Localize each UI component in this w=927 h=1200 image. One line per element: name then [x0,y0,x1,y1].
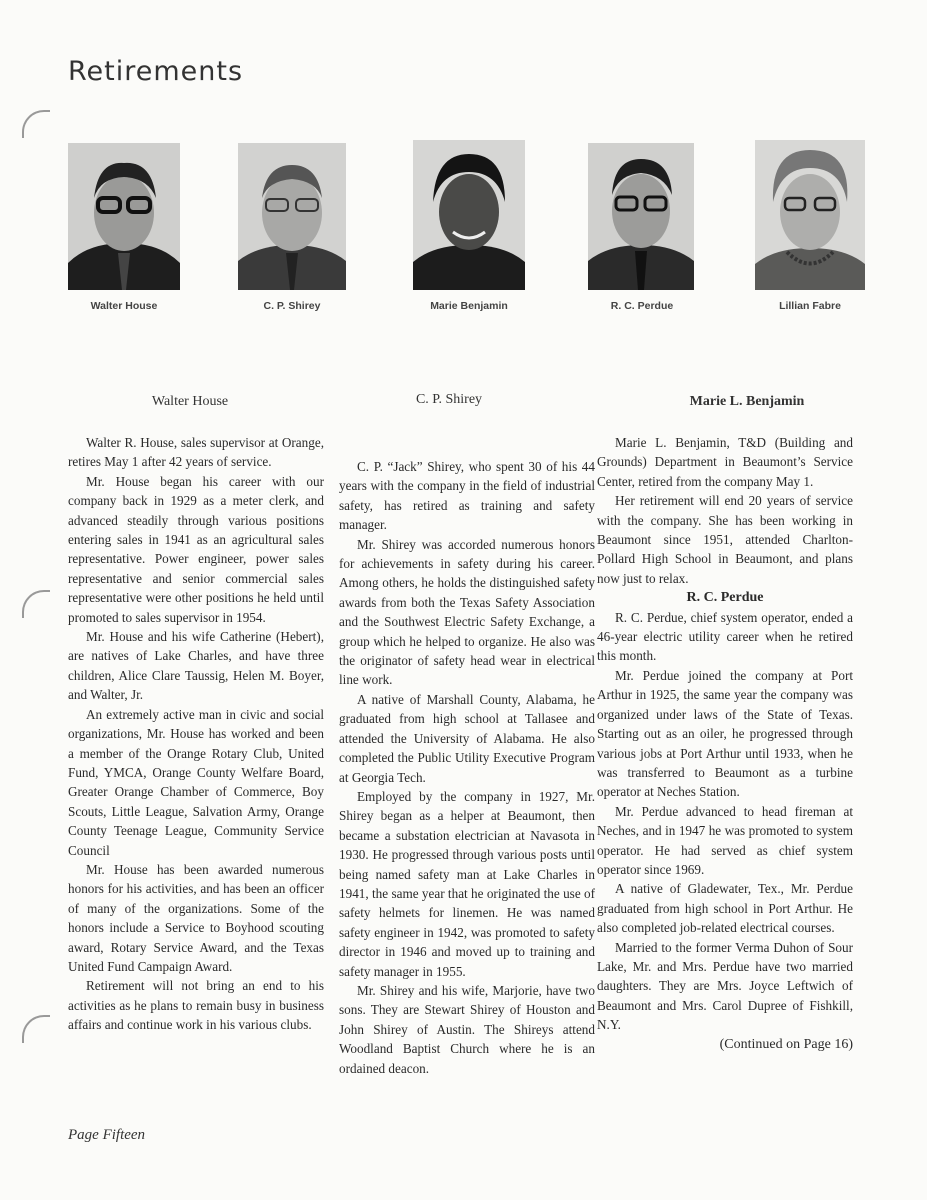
paragraph: Employed by the company in 1927, Mr. Shirey began as a helper at Beaumont, then became a substation electrician at Navasota in 1930. He progressed through various posts until being named safety man at Lake Charles in 1941, the same year that he originated the use of safety helmets for linemen. He was named safety engineer in 1942, was promoted to safety director in 1946 and moved up to training and safety manager in 1955. [339,788,595,979]
paragraph: R. C. Perdue, chief system operator, ended a 46-year electric utility career when he retired this month. [597,609,853,664]
portrait-photo-cp-shirey [238,143,346,290]
page-number: Page Fifteen [68,1127,146,1143]
portrait-photo-walter-house [68,143,180,290]
article-body-shirey [339,457,595,1078]
paragraph: Her retirement will end 20 years of service with the company. She has been working in Beaumont since 1951, attended Charlton-Pollard High School in Beaumont, and plans now just to relax. [597,493,853,586]
paragraph: A native of Gladewater, Tex., Mr. Perdue graduated from high school in Port Arthur. He also completed job-related electrical courses. [597,881,853,936]
paragraph: Retirement will not bring an end to his activities as he plans to remain busy in business affairs and continue work in his various clubs. [68,978,324,1033]
paragraph: Married to the former Verma Duhon of Sour Lake, Mr. and Mrs. Perdue have two married daughters. They are Mrs. Joyce Leftwich of Beaumont and Mrs. Carol Dupree of Fishkill, N.Y. [597,939,853,1033]
paragraph: An extremely active man in civic and social organizations, Mr. House has worked and been a member of the Orange Rotary Club, United Fund, YMCA, Orange County Welfare Board, Greater Orange Chamber of Commerce, Boy Scouts, Little League, Salvation Army, Orange County Teenage League, Community Service Council [68,706,324,858]
binder-hole-mark [22,590,50,618]
article-body-house [68,433,324,1035]
paragraph: Mr. Shirey and his wife, Marjorie, have two sons. They are Stewart Shirey of Houston and John Shirey of Austin. The Shireys attend Woodland Baptist Church where he is an ordained deacon. [339,982,595,1076]
photo-caption: R. C. Perdue [610,300,674,312]
paragraph: A native of Marshall County, Alabama, he graduated from high school at Tallasee and attended the University of Alabama. He also completed the Public Utility Executive Program at Georgia Tech. [339,691,595,785]
article-heading-shirey: C. P. Shirey [415,392,483,407]
continued-note: (Continued on Page 16) [719,1036,853,1052]
photo-caption: Walter House [90,300,158,312]
photo-caption: Marie Benjamin [430,300,508,312]
article-heading-perdue: R. C. Perdue [686,590,764,606]
article-body-benjamin-perdue [597,433,853,1054]
portrait-photo-rc-perdue [588,143,694,290]
page-title: Retirements [68,56,244,88]
paragraph: Mr. House has been awarded numerous honors for his activities, and has been an officer of many of the organizations. Some of the honors include a Service to Boyhood scouting award, Rotary Service Award, and the Texas United Fund Campaign Award. [68,861,324,974]
paragraph: Marie L. Benjamin, T&D (Building and Grounds) Department in Beaumont’s Service Center, retired from the company May 1. [597,435,853,489]
paragraph: Mr. House began his career with our company back in 1929 as a meter clerk, and advanced steadily through various positions entering sales in 1941 as an agricultural sales representative. Power engineer, power sales representative and senior commercial sales representative were other positions he held until promoted to sales supervisor in 1954. [68,473,324,625]
portrait-photo-marie-benjamin [413,140,525,290]
paragraph: Mr. Shirey was accorded numerous honors for achievements in safety during his career. Among others, he holds the distinguished safety awards from both the Texas Safety Association and the Southwest Electric Safety Exchange, a group which he helped to organize. He also was the originator of safety head wear in electrical line work. [339,536,595,688]
photo-caption: C. P. Shirey [263,300,321,312]
paragraph: C. P. “Jack” Shirey, who spent 30 of his 44 years with the company in the field of industrial safety, has retired as training and safety manager. [339,459,595,533]
paragraph: Walter R. House, sales supervisor at Orange, retires May 1 after 42 years of service. [68,435,324,470]
binder-hole-mark [22,1015,50,1043]
binder-hole-mark [22,110,50,138]
article-heading-house: Walter House [151,394,229,409]
photo-caption: Lillian Fabre [779,300,841,312]
portrait-photo-lillian-fabre [755,140,865,290]
article-heading-benjamin: Marie L. Benjamin [689,394,805,409]
paragraph: Mr. Perdue advanced to head fireman at Neches, and in 1947 he was promoted to system operator. He had served as chief system operator since 1969. [597,803,853,877]
paragraph: Mr. House and his wife Catherine (Hebert), are natives of Lake Charles, and have three children, Alice Clare Taussig, Helen M. Boyer, and Walter, Jr. [68,629,324,703]
paragraph: Mr. Perdue joined the company at Port Arthur in 1925, the same year the company was organized under laws of the State of Texas. Starting out as an oiler, he progressed through various jobs at Port Arthur until 1933, when he was transferred to Beaumont as a turbine operator at Neches Station. [597,667,853,800]
